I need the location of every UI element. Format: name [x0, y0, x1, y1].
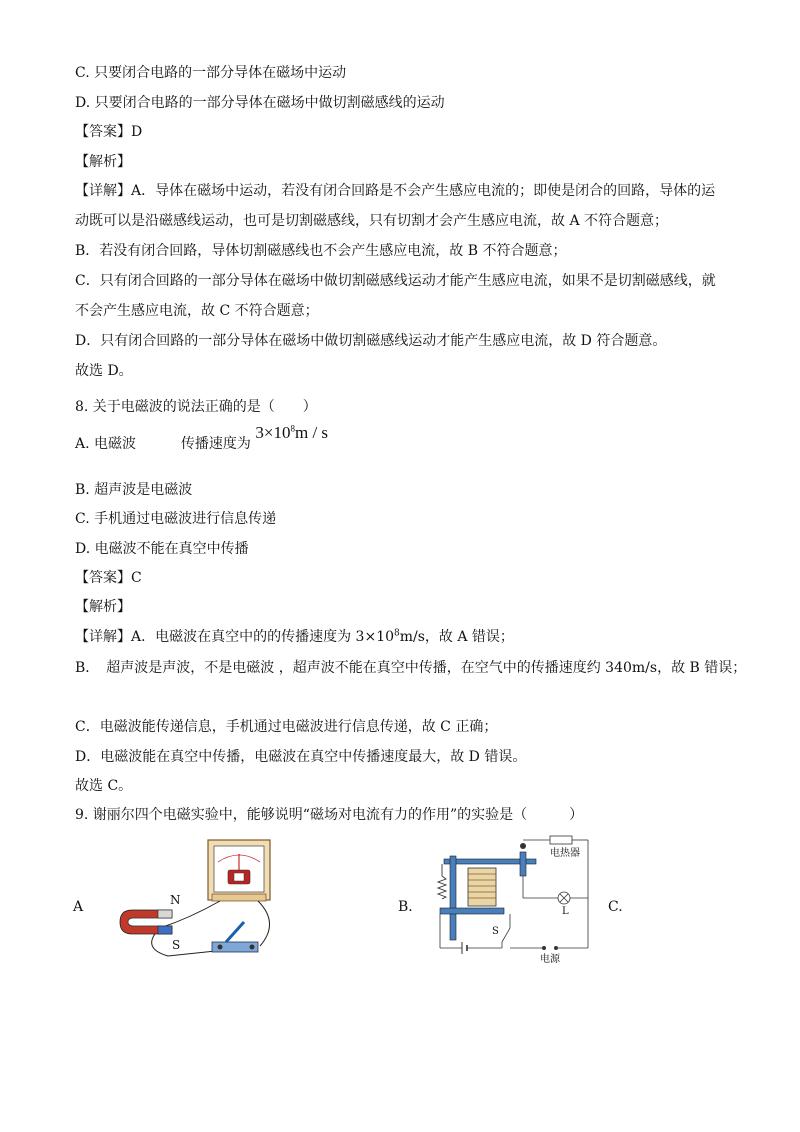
q8-detail-a [75, 628, 514, 646]
q8-detail-a-suffix: m/s，故 A 错误； [399, 629, 514, 645]
q7-answer: 【答案】D [75, 124, 143, 140]
q8-option-a-unit: m / s [294, 423, 329, 442]
q9-figure-a-label: A [73, 899, 84, 915]
q8-option-a-exp: 8 [290, 423, 295, 434]
q7-conclusion: 故选 D。 [75, 363, 133, 379]
q7-detail-line-1: 【详解】A．导体在磁场中运动，若没有闭合回路是不会产生感应电流的；即使是闭合的回路，导体的运 [75, 183, 716, 199]
q9-figure-b-label: B. [398, 899, 413, 915]
q9-figure-a-south-label: S [172, 938, 181, 952]
q8-option-b: B. 超声波是电磁波 [75, 482, 193, 498]
q7-detail-line-2: 动既可以是沿磁感线运动，也可是切割磁感线，只有切割才会产生感应电流，故 A 不符合题意； [75, 213, 669, 229]
q7-detail-c-line-1: C．只有闭合回路的一部分导体在磁场中做切割磁感线运动才能产生感应电流，如果不是切割磁感线，就 [75, 273, 716, 289]
q8-option-a-mid: 传播速度为 [180, 436, 251, 452]
q8-option-d: D. 电磁波不能在真空中传播 [75, 541, 249, 557]
q8-conclusion: 故选 C。 [75, 778, 133, 794]
q9-figure-a-north-label: N [170, 893, 181, 907]
q9-figure-b-switch-label: S [492, 926, 499, 937]
q8-analysis-heading: 【解析】 [75, 599, 131, 615]
q8-detail-c: C．电磁波能传递信息，手机通过电磁波进行信息传递，故 C 正确； [75, 719, 498, 735]
q9-stem: 9. 谢丽尔四个电磁实验中，能够说明“磁场对电流有力的作用”的实验是（ ） [75, 807, 584, 823]
q7-detail-d: D．只有闭合回路的一部分导体在磁场中做切割磁感线运动才能产生感应电流，故 D 符合题意。 [75, 333, 667, 349]
q9-figure-c-label: C. [608, 899, 623, 915]
q8-answer: 【答案】C [75, 570, 142, 586]
q8-option-a-prefix: A. 电磁波 [75, 436, 137, 452]
q8-option-a-value: 3×10 [255, 423, 291, 442]
q9-figure-b-lamp-label: L [562, 906, 569, 917]
q9-figure-b-source-label: 电源 [540, 954, 560, 965]
q8-detail-d: D．电磁波能在真空中传播，电磁波在真空中传播速度最大，故 D 错误。 [75, 749, 527, 765]
q8-stem: 8. 关于电磁波的说法正确的是（ ） [75, 399, 317, 415]
q7-option-c: C. 只要闭合电路的一部分导体在磁场中运动 [75, 65, 347, 81]
q8-detail-a-prefix: 【详解】A．电磁波在真空中的的传播速度为 3×10 [75, 629, 395, 645]
q8-detail-b: B． 超声波是声波，不是电磁波 ，超声波不能在真空中传播，在空气中的传播速度约 340m/s，故 B 错误； [75, 660, 747, 676]
q7-detail-b: B．若没有闭合回路，导体切割磁感线也不会产生感应电流，故 B 不符合题意； [75, 243, 567, 259]
q7-option-d: D. 只要闭合电路的一部分导体在磁场中做切割磁感线的运动 [75, 95, 445, 111]
q7-detail-c-line-2: 不会产生感应电流，故 C 不符合题意； [75, 303, 319, 319]
q8-option-c: C. 手机通过电磁波进行信息传递 [75, 511, 277, 527]
q8-detail-a-exp: 8 [394, 628, 400, 639]
q9-figure-b-heater-label: 电热器 [550, 848, 580, 859]
q9-figure-a-induction-apparatus [120, 838, 280, 963]
q7-analysis-heading: 【解析】 [75, 154, 131, 170]
